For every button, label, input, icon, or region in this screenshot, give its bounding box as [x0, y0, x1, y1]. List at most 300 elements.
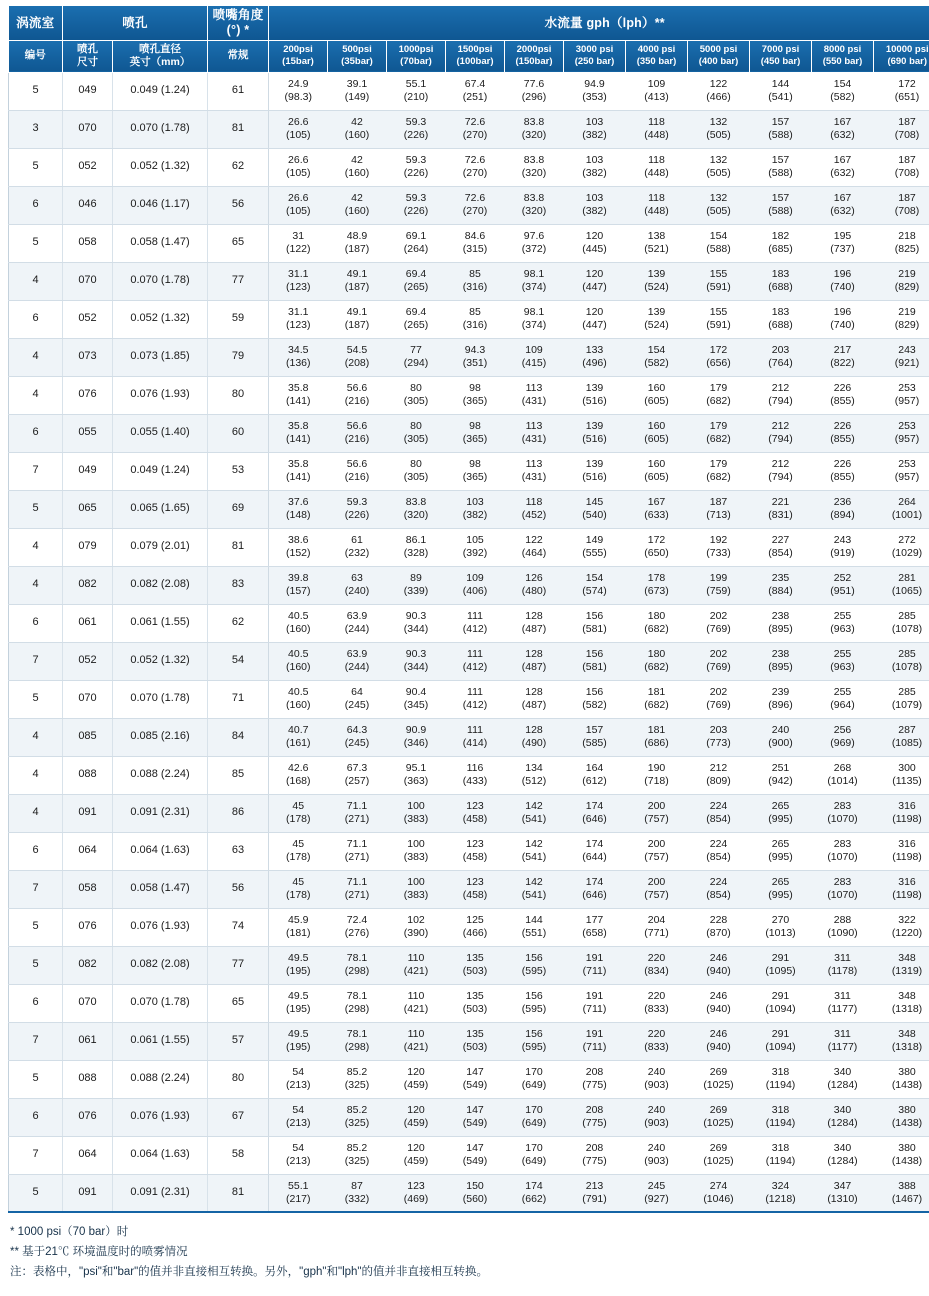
flow-lph: (240) — [328, 585, 387, 598]
cell-orifice-diameter-value: 0.076 (1.93) — [113, 388, 207, 401]
header-col-10000psi-l2: (690 bar) — [874, 56, 929, 68]
flow-lph: (896) — [750, 699, 812, 712]
flow-gph: 42 — [328, 116, 387, 129]
flow-lph: (421) — [387, 1041, 446, 1054]
flow-gph: 40.5 — [269, 686, 328, 699]
cell-flow-3000psi — [564, 224, 626, 262]
cell-flow-2000psi — [505, 642, 564, 680]
cell-spray-angle — [208, 1022, 269, 1060]
header-group-flow-rate: 水流量 gph（lph）** — [269, 6, 929, 40]
flow-lph: (105) — [269, 129, 328, 142]
flow-lph: (759) — [688, 585, 750, 598]
flow-lph: (649) — [505, 1117, 564, 1130]
cell-orifice-size-value: 070 — [63, 122, 112, 135]
cell-flow-500psi — [328, 1022, 387, 1060]
cell-spray-angle — [208, 604, 269, 642]
cell-flow-10000psi — [874, 224, 929, 262]
flow-lph: (382) — [446, 509, 505, 522]
cell-flow-2000psi — [505, 1098, 564, 1136]
table-body — [9, 72, 929, 1212]
cell-number — [9, 110, 63, 148]
flow-gph: 72.4 — [328, 914, 387, 927]
cell-orifice-diameter — [113, 414, 208, 452]
flow-lph: (1438) — [874, 1155, 929, 1168]
header-col-2000psi — [505, 40, 564, 72]
cell-orifice-size-value: 049 — [63, 464, 112, 477]
cell-flow-1000psi — [387, 984, 446, 1022]
header-col-200psi — [269, 40, 328, 72]
flow-gph: 167 — [812, 116, 874, 129]
cell-number — [9, 186, 63, 224]
flow-gph: 100 — [387, 800, 446, 813]
flow-lph: (270) — [446, 205, 505, 218]
table-row — [9, 414, 929, 452]
header-col-4000psi — [626, 40, 688, 72]
flow-gph: 135 — [446, 952, 505, 965]
flow-lph: (521) — [626, 243, 688, 256]
cell-flow-7000psi — [750, 984, 812, 1022]
flow-lph: (940) — [688, 1003, 750, 1016]
cell-flow-4000psi — [626, 566, 688, 604]
header-col-3000psi-l1: 3000 psi — [564, 44, 625, 56]
flow-gph: 170 — [505, 1104, 564, 1117]
cell-flow-4000psi — [626, 224, 688, 262]
flow-lph: (1194) — [750, 1155, 812, 1168]
flow-lph: (412) — [446, 623, 505, 636]
flow-lph: (257) — [328, 775, 387, 788]
cell-flow-2000psi — [505, 680, 564, 718]
flow-gph: 224 — [688, 876, 750, 889]
flow-lph: (757) — [626, 851, 688, 864]
header-col-orifice-size — [63, 40, 113, 72]
flow-gph: 26.6 — [269, 154, 328, 167]
flow-gph: 102 — [387, 914, 446, 927]
cell-number-value: 4 — [9, 578, 62, 591]
flow-lph: (157) — [269, 585, 328, 598]
cell-flow-7000psi — [750, 870, 812, 908]
flow-lph: (1198) — [874, 889, 929, 902]
flow-gph: 191 — [564, 952, 626, 965]
cell-spray-angle — [208, 832, 269, 870]
flow-lph: (141) — [269, 433, 328, 446]
cell-orifice-diameter-value: 0.082 (2.08) — [113, 958, 207, 971]
header-group-spray-angle-line1: 喷嘴角度 — [208, 8, 268, 22]
table-row — [9, 832, 929, 870]
table-row — [9, 1060, 929, 1098]
flow-lph: (178) — [269, 889, 328, 902]
flow-gph: 111 — [446, 610, 505, 623]
flow-gph: 212 — [750, 458, 812, 471]
flow-gph: 128 — [505, 724, 564, 737]
cell-orifice-diameter-value: 0.055 (1.40) — [113, 426, 207, 439]
flow-gph: 253 — [874, 382, 929, 395]
flow-lph: (1198) — [874, 813, 929, 826]
cell-flow-200psi — [269, 642, 328, 680]
cell-flow-500psi — [328, 756, 387, 794]
cell-spray-angle-value: 62 — [208, 616, 268, 629]
flow-gph: 316 — [874, 838, 929, 851]
header-col-7000psi-l2: (450 bar) — [750, 56, 811, 68]
flow-gph: 291 — [750, 990, 812, 1003]
flow-gph: 283 — [812, 838, 874, 851]
cell-flow-1500psi — [446, 908, 505, 946]
flow-gph: 255 — [812, 686, 874, 699]
flow-gph: 170 — [505, 1066, 564, 1079]
flow-lph: (148) — [269, 509, 328, 522]
flow-gph: 269 — [688, 1066, 750, 1079]
cell-orifice-diameter-value: 0.065 (1.65) — [113, 502, 207, 515]
cell-spray-angle — [208, 72, 269, 110]
cell-orifice-diameter-value: 0.070 (1.78) — [113, 274, 207, 287]
cell-orifice-size — [63, 110, 113, 148]
flow-lph: (344) — [387, 661, 446, 674]
cell-orifice-diameter-value: 0.061 (1.55) — [113, 616, 207, 629]
cell-flow-8000psi — [812, 680, 874, 718]
footnote-3: 注：表格中，"psi"和"bar"的值并非直接相互转换。另外，"gph"和"lph"的值并非直接相互转换。 — [10, 1262, 919, 1282]
cell-flow-8000psi — [812, 718, 874, 756]
flow-lph: (105) — [269, 167, 328, 180]
cell-flow-1000psi — [387, 490, 446, 528]
cell-orifice-diameter-value: 0.049 (1.24) — [113, 84, 207, 97]
flow-lph: (1284) — [812, 1155, 874, 1168]
cell-flow-3000psi — [564, 642, 626, 680]
cell-spray-angle-value: 81 — [208, 1186, 268, 1199]
cell-orifice-size — [63, 604, 113, 642]
header-col-3000psi-l2: (250 bar) — [564, 56, 625, 68]
cell-flow-4000psi — [626, 756, 688, 794]
flow-gph: 77 — [387, 344, 446, 357]
flow-gph: 59.3 — [387, 116, 446, 129]
cell-flow-4000psi — [626, 148, 688, 186]
flow-gph: 26.6 — [269, 116, 328, 129]
flow-gph: 85 — [446, 306, 505, 319]
cell-number-value: 5 — [9, 692, 62, 705]
flow-lph: (516) — [564, 471, 626, 484]
cell-spray-angle — [208, 566, 269, 604]
cell-orifice-diameter — [113, 110, 208, 148]
cell-flow-4000psi — [626, 832, 688, 870]
flow-lph: (541) — [505, 889, 564, 902]
flow-gph: 109 — [505, 344, 564, 357]
flow-lph: (549) — [446, 1079, 505, 1092]
flow-lph: (1078) — [874, 623, 929, 636]
flow-lph: (822) — [812, 357, 874, 370]
flow-gph: 311 — [812, 952, 874, 965]
cell-orifice-size — [63, 1060, 113, 1098]
cell-flow-5000psi — [688, 300, 750, 338]
cell-flow-500psi — [328, 414, 387, 452]
cell-flow-2000psi — [505, 1174, 564, 1212]
flow-gph: 318 — [750, 1142, 812, 1155]
flow-lph: (305) — [387, 395, 446, 408]
cell-flow-1000psi — [387, 414, 446, 452]
flow-lph: (487) — [505, 623, 564, 636]
cell-number — [9, 566, 63, 604]
cell-flow-10000psi — [874, 452, 929, 490]
flow-gph: 40.5 — [269, 648, 328, 661]
flow-lph: (415) — [505, 357, 564, 370]
cell-orifice-size — [63, 1098, 113, 1136]
flow-gph: 160 — [626, 458, 688, 471]
flow-gph: 181 — [626, 686, 688, 699]
flow-gph: 238 — [750, 648, 812, 661]
flow-lph: (195) — [269, 1003, 328, 1016]
cell-flow-1500psi — [446, 414, 505, 452]
cell-orifice-size — [63, 338, 113, 376]
cell-orifice-size-value: 088 — [63, 768, 112, 781]
flow-gph: 243 — [812, 534, 874, 547]
flow-gph: 139 — [564, 420, 626, 433]
flow-gph: 348 — [874, 952, 929, 965]
flow-lph: (345) — [387, 699, 446, 712]
cell-flow-2000psi — [505, 452, 564, 490]
flow-gph: 340 — [812, 1104, 874, 1117]
flow-gph: 45 — [269, 800, 328, 813]
cell-flow-200psi — [269, 718, 328, 756]
cell-number — [9, 528, 63, 566]
flow-lph: (487) — [505, 661, 564, 674]
cell-flow-3000psi — [564, 1174, 626, 1212]
table-row — [9, 566, 929, 604]
flow-lph: (1284) — [812, 1117, 874, 1130]
cell-flow-5000psi — [688, 262, 750, 300]
flow-gph: 103 — [564, 192, 626, 205]
flow-lph: (1085) — [874, 737, 929, 750]
cell-flow-5000psi — [688, 984, 750, 1022]
flow-lph: (833) — [626, 1003, 688, 1016]
flow-gph: 49.5 — [269, 952, 328, 965]
cell-orifice-size — [63, 946, 113, 984]
flow-gph: 103 — [564, 154, 626, 167]
cell-flow-7000psi — [750, 338, 812, 376]
flow-gph: 48.9 — [328, 230, 387, 243]
cell-flow-8000psi — [812, 1136, 874, 1174]
flow-lph: (1198) — [874, 851, 929, 864]
cell-orifice-size — [63, 1022, 113, 1060]
cell-spray-angle — [208, 680, 269, 718]
flow-lph: (339) — [387, 585, 446, 598]
flow-gph: 183 — [750, 306, 812, 319]
flow-lph: (588) — [750, 167, 812, 180]
flow-lph: (771) — [626, 927, 688, 940]
cell-number-value: 7 — [9, 882, 62, 895]
cell-orifice-size — [63, 300, 113, 338]
flow-lph: (374) — [505, 319, 564, 332]
cell-flow-500psi — [328, 224, 387, 262]
table-row — [9, 376, 929, 414]
flow-gph: 132 — [688, 154, 750, 167]
flow-lph: (213) — [269, 1155, 328, 1168]
cell-flow-10000psi — [874, 338, 929, 376]
flow-lph: (271) — [328, 889, 387, 902]
cell-flow-3000psi — [564, 338, 626, 376]
table-row — [9, 148, 929, 186]
flow-gph: 83.8 — [387, 496, 446, 509]
cell-flow-8000psi — [812, 642, 874, 680]
flow-lph: (353) — [564, 91, 626, 104]
cell-flow-3000psi — [564, 72, 626, 110]
cell-orifice-diameter — [113, 300, 208, 338]
flow-gph: 123 — [446, 876, 505, 889]
flow-gph: 213 — [564, 1180, 626, 1193]
header-col-7000psi-l1: 7000 psi — [750, 44, 811, 56]
flow-lph: (658) — [564, 927, 626, 940]
cell-flow-4000psi — [626, 984, 688, 1022]
cell-spray-angle-value: 62 — [208, 160, 268, 173]
cell-flow-7000psi — [750, 604, 812, 642]
cell-flow-3000psi — [564, 908, 626, 946]
flow-lph: (1014) — [812, 775, 874, 788]
flow-gph: 77.6 — [505, 78, 564, 91]
flow-lph: (413) — [626, 91, 688, 104]
flow-gph: 204 — [626, 914, 688, 927]
flow-gph: 179 — [688, 382, 750, 395]
cell-flow-7000psi — [750, 300, 812, 338]
flow-lph: (895) — [750, 661, 812, 674]
cell-orifice-diameter-value: 0.085 (2.16) — [113, 730, 207, 743]
flow-gph: 228 — [688, 914, 750, 927]
cell-orifice-size — [63, 832, 113, 870]
flow-gph: 69.4 — [387, 306, 446, 319]
flow-lph: (1177) — [812, 1041, 874, 1054]
cell-flow-1500psi — [446, 1136, 505, 1174]
cell-orifice-diameter — [113, 1098, 208, 1136]
flow-gph: 202 — [688, 648, 750, 661]
cell-flow-5000psi — [688, 1136, 750, 1174]
cell-number-value: 5 — [9, 236, 62, 249]
flow-lph: (682) — [688, 433, 750, 446]
flow-gph: 31.1 — [269, 306, 328, 319]
cell-flow-1500psi — [446, 262, 505, 300]
cell-spray-angle-value: 86 — [208, 806, 268, 819]
flow-lph: (995) — [750, 889, 812, 902]
header-col-10000psi — [874, 40, 929, 72]
cell-orifice-diameter-value: 0.088 (2.24) — [113, 768, 207, 781]
cell-flow-1000psi — [387, 148, 446, 186]
flow-lph: (574) — [564, 585, 626, 598]
flow-gph: 287 — [874, 724, 929, 737]
flow-lph: (688) — [750, 319, 812, 332]
table-row — [9, 680, 929, 718]
flow-gph: 128 — [505, 648, 564, 661]
flow-gph: 253 — [874, 458, 929, 471]
flow-lph: (555) — [564, 547, 626, 560]
cell-flow-3000psi — [564, 262, 626, 300]
flow-gph: 142 — [505, 876, 564, 889]
cell-flow-7000psi — [750, 262, 812, 300]
flow-lph: (711) — [564, 1003, 626, 1016]
flow-gph: 235 — [750, 572, 812, 585]
flow-gph: 156 — [505, 952, 564, 965]
cell-number — [9, 604, 63, 642]
flow-gph: 134 — [505, 762, 564, 775]
table-row — [9, 946, 929, 984]
flow-lph: (505) — [688, 129, 750, 142]
cell-orifice-size-value: 088 — [63, 1072, 112, 1085]
flow-gph: 291 — [750, 1028, 812, 1041]
flow-gph: 90.3 — [387, 610, 446, 623]
cell-orifice-size — [63, 452, 113, 490]
cell-flow-8000psi — [812, 338, 874, 376]
flow-gph: 35.8 — [269, 382, 328, 395]
cell-spray-angle — [208, 414, 269, 452]
cell-flow-3000psi — [564, 376, 626, 414]
cell-flow-10000psi — [874, 718, 929, 756]
cell-flow-1000psi — [387, 756, 446, 794]
table-row — [9, 794, 929, 832]
flow-lph: (490) — [505, 737, 564, 750]
flow-lph: (884) — [750, 585, 812, 598]
cell-flow-5000psi — [688, 1022, 750, 1060]
cell-flow-1500psi — [446, 148, 505, 186]
flow-gph: 167 — [812, 154, 874, 167]
header-col-4000psi-l2: (350 bar) — [626, 56, 687, 68]
cell-flow-10000psi — [874, 946, 929, 984]
flow-gph: 120 — [564, 230, 626, 243]
cell-orifice-diameter-value: 0.070 (1.78) — [113, 996, 207, 1009]
header-col-2000psi-l2: (150bar) — [505, 56, 563, 68]
header-col-8000psi — [812, 40, 874, 72]
flow-lph: (794) — [750, 433, 812, 446]
flow-lph: (595) — [505, 1003, 564, 1016]
flow-gph: 45.9 — [269, 914, 328, 927]
table-row — [9, 1136, 929, 1174]
flow-lph: (372) — [505, 243, 564, 256]
cell-flow-8000psi — [812, 756, 874, 794]
flow-gph: 56.6 — [328, 420, 387, 433]
flow-gph: 177 — [564, 914, 626, 927]
flow-gph: 167 — [626, 496, 688, 509]
flow-gph: 113 — [505, 458, 564, 471]
cell-flow-4000psi — [626, 300, 688, 338]
flow-lph: (216) — [328, 471, 387, 484]
header-col-1500psi-l2: (100bar) — [446, 56, 504, 68]
cell-number-value: 5 — [9, 920, 62, 933]
cell-flow-1000psi — [387, 566, 446, 604]
flow-lph: (1319) — [874, 965, 929, 978]
flow-gph: 110 — [387, 952, 446, 965]
flow-lph: (1438) — [874, 1079, 929, 1092]
cell-number-value: 4 — [9, 274, 62, 287]
cell-flow-1500psi — [446, 604, 505, 642]
flow-gph: 203 — [688, 724, 750, 737]
flow-lph: (122) — [269, 243, 328, 256]
flow-lph: (682) — [626, 661, 688, 674]
flow-gph: 236 — [812, 496, 874, 509]
flow-lph: (320) — [387, 509, 446, 522]
flow-gph: 54 — [269, 1066, 328, 1079]
flow-gph: 59.3 — [387, 154, 446, 167]
cell-flow-10000psi — [874, 414, 929, 452]
flow-lph: (232) — [328, 547, 387, 560]
table-header-columns — [9, 40, 929, 72]
flow-gph: 71.1 — [328, 800, 387, 813]
flow-lph: (448) — [626, 167, 688, 180]
flow-gph: 208 — [564, 1104, 626, 1117]
cell-flow-10000psi — [874, 908, 929, 946]
flow-lph: (662) — [505, 1193, 564, 1206]
cell-spray-angle — [208, 1136, 269, 1174]
flow-lph: (346) — [387, 737, 446, 750]
flow-lph: (957) — [874, 395, 929, 408]
cell-flow-1000psi — [387, 794, 446, 832]
flow-lph: (168) — [269, 775, 328, 788]
table-row — [9, 718, 929, 756]
flow-gph: 212 — [688, 762, 750, 775]
flow-gph: 174 — [564, 800, 626, 813]
flow-gph: 103 — [446, 496, 505, 509]
flow-gph: 208 — [564, 1142, 626, 1155]
